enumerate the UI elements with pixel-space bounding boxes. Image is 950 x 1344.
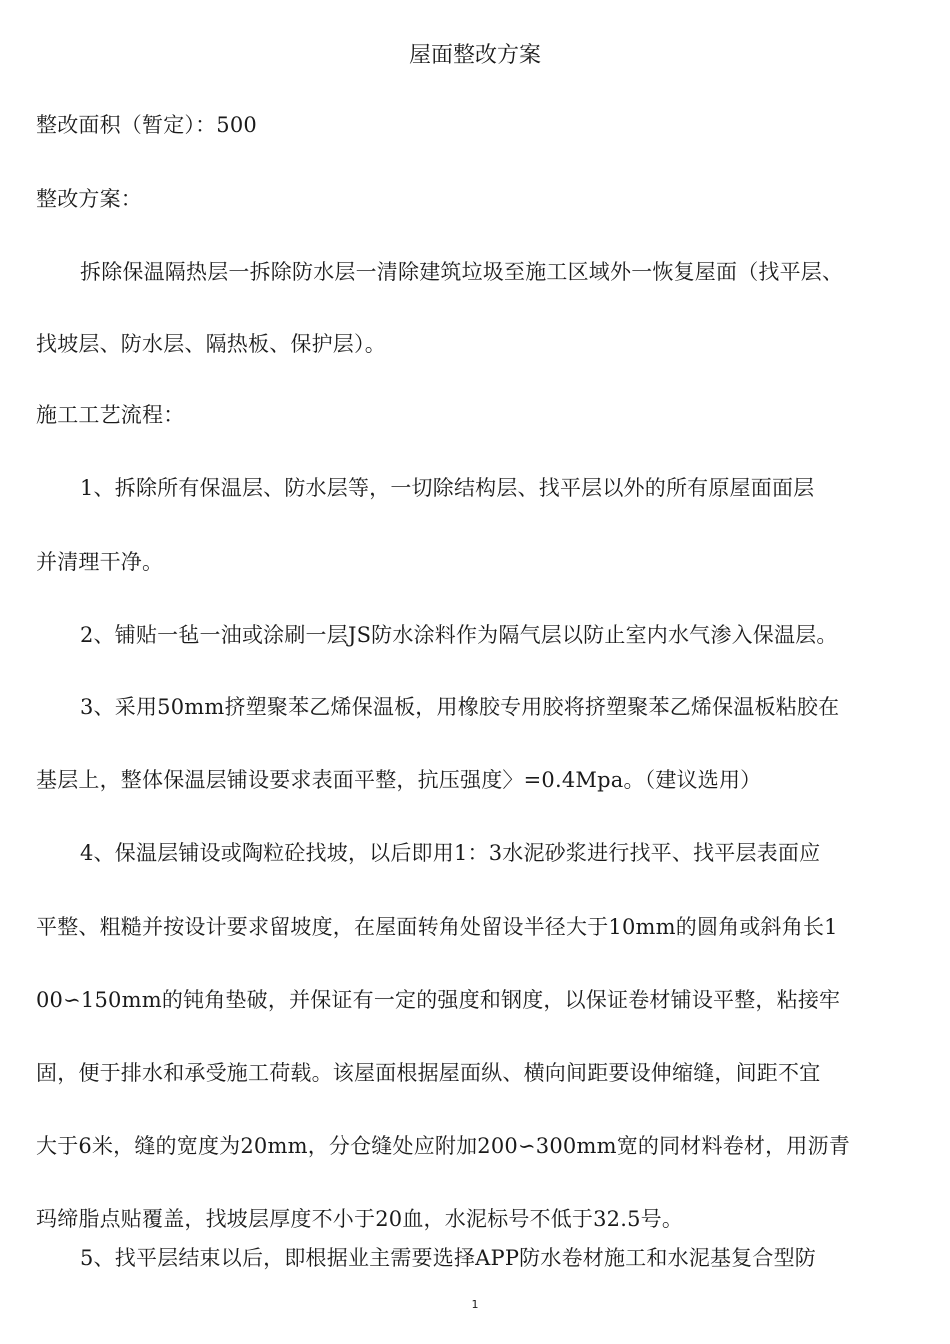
area-line: 整改面积（暂定）：500 (36, 113, 257, 137)
step-4-line: 4、保温层铺设或陶粒砼找坡，以后即用1：3水泥砂浆进行找平、找平层表面应 (80, 841, 821, 865)
step-3-line: 3、采用50mm挤塑聚苯乙烯保温板，用橡胶专用胶将挤塑聚苯乙烯保温板粘胶在 (80, 695, 840, 719)
step-4-line: 大于6米，缝的宽度为20mm，分仓缝处应附加200∽300mm宽的同材料卷材，用沥青 (36, 1134, 850, 1158)
page-number: 1 (471, 1298, 479, 1311)
process-heading: 施工工艺流程： (36, 403, 185, 427)
step-4-line: 00∽150mm的钝角垫破，并保证有一定的强度和钢度，以保证卷材铺设平整，粘接牢 (36, 988, 841, 1012)
step-1-line: 1、拆除所有保温层、防水层等，一切除结构层、找平层以外的所有原屋面面层 (80, 476, 815, 500)
step-4-line: 玛缔脂点贴覆盖，找坡层厚度不小于20血，水泥标号不低于32.5号。 (36, 1207, 684, 1231)
step-3-line: 基层上，整体保温层铺设要求表面平整，抗压强度〉=0.4Mpa。（建议选用） (36, 768, 762, 792)
step-2-line: 2、铺贴一毡一油或涂刷一层JS防水涂料作为隔气层以防止室内水气渗入保温层。 (80, 623, 838, 647)
plan-heading: 整改方案： (36, 187, 142, 211)
plan-text-line: 找坡层、防水层、隔热板、保护层）。 (36, 332, 386, 356)
document-title: 屋面整改方案 (408, 43, 541, 68)
step-4-line: 固，便于排水和承受施工荷载。该屋面根据屋面纵、横向间距要设伸缩缝，间距不宜 (36, 1061, 821, 1085)
plan-text-line: 拆除保温隔热层一拆除防水层一清除建筑垃圾至施工区域外一恢复屋面（找平层、 (80, 260, 844, 284)
step-4-line: 平整、粗糙并按设计要求留坡度，在屋面转角处留设半径大于10mm的圆角或斜角长1 (36, 915, 838, 939)
step-5-line: 5、找平层结束以后，即根据业主需要选择APP防水卷材施工和水泥基复合型防 (80, 1246, 816, 1270)
step-1-line: 并清理干净。 (36, 550, 164, 574)
